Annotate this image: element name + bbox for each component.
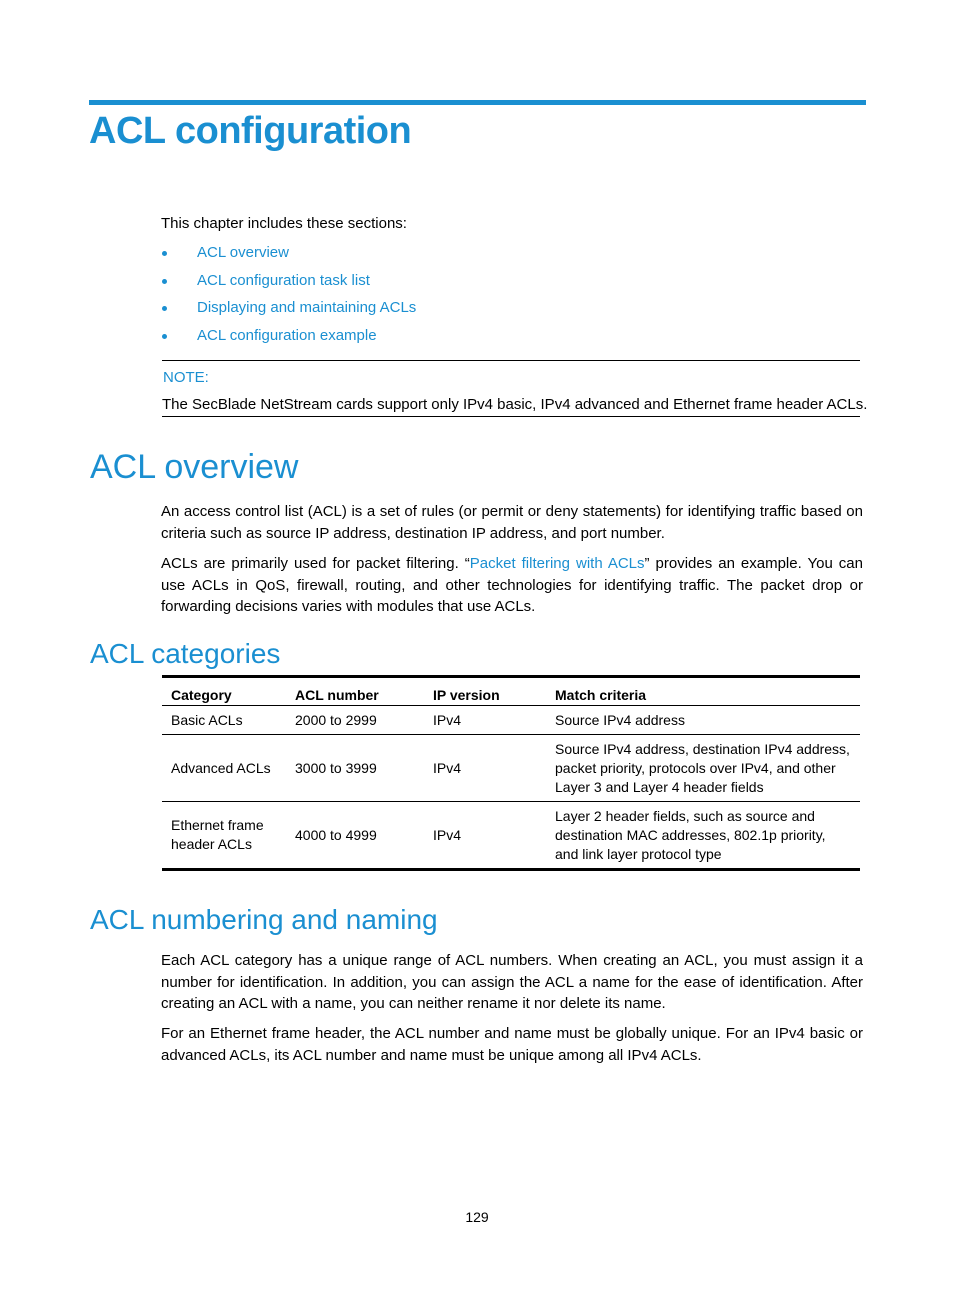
- table-cell: Ethernet frame header ACLs: [171, 817, 264, 852]
- chapter-rule: [89, 100, 866, 105]
- toc-item[interactable]: [161, 298, 416, 326]
- toc-item[interactable]: [161, 326, 416, 354]
- table-row: [162, 735, 860, 802]
- toc-link[interactable]: ACL configuration task list: [197, 271, 370, 289]
- page-number: 129: [465, 1209, 489, 1225]
- intro-text: This chapter includes these sections:: [161, 215, 407, 232]
- toc-item[interactable]: [161, 271, 416, 299]
- toc-link[interactable]: ACL configuration example: [197, 326, 377, 344]
- table-row: [162, 802, 860, 870]
- overview-paragraph-2: [161, 553, 863, 618]
- note-top-rule: [162, 360, 860, 361]
- note-bottom-rule: [162, 416, 860, 417]
- table-cell: 2000 to 2999: [286, 706, 424, 735]
- table-cell: Source IPv4 address: [546, 706, 860, 735]
- numbering-paragraph-1: Each ACL category has a unique range of ACL numbers. When creating an ACL, you must assign it a number for identification. In addition, you can assign the ACL a name for the ease of identification. After creating an ACL with a name, you can neither rename it nor delete its name.: [161, 952, 863, 1012]
- table-cell: Source IPv4 address, destination IPv4 address, packet priority, protocols over IPv4, and other Layer 3 and Layer 4 header fields: [546, 735, 860, 802]
- note-text: The SecBlade NetStream cards support only IPv4 basic, IPv4 advanced and Ethernet frame header ACLs.: [162, 396, 868, 413]
- table-cell: IPv4: [433, 826, 462, 843]
- table-cell: Basic ACLs: [162, 706, 286, 735]
- toc-link[interactable]: Displaying and maintaining ACLs: [197, 299, 417, 316]
- table-cell: 3000 to 3999: [286, 735, 424, 802]
- numbering-paragraph-2: For an Ethernet frame header, the ACL number and name must be globally unique. For an IPv4 basic or advanced ACLs, its ACL number and name must be unique among all IPv4 ACLs.: [161, 1025, 863, 1064]
- numbering-heading: ACL numbering and naming: [90, 904, 438, 935]
- column-header: IP version: [424, 677, 546, 706]
- table-cell: IPv4: [424, 706, 546, 735]
- overview-text: ACLs are primarily used for packet filtering. “: [161, 555, 470, 572]
- table-cell: IPv4: [424, 735, 546, 802]
- toc-link[interactable]: ACL overview: [197, 244, 289, 261]
- column-header: ACL number: [286, 677, 424, 706]
- overview-paragraph-1: An access control list (ACL) is a set of rules (or permit or deny statements) for identifying traffic based on criteria such as source IP address, destination IP address, and port number.: [161, 503, 863, 542]
- table-header-row: [162, 677, 860, 706]
- column-header: Match criteria: [546, 677, 860, 706]
- table-cell: Advanced ACLs: [162, 735, 286, 802]
- table-cell: Layer 2 header fields, such as source and destination MAC addresses, 802.1p priority, and link layer protocol type: [555, 807, 826, 862]
- column-header: Category: [162, 677, 286, 706]
- table-cell: 4000 to 4999: [295, 826, 377, 843]
- chapter-title: ACL configuration: [89, 110, 412, 152]
- table-row: [162, 706, 860, 735]
- acl-categories-table: [162, 675, 860, 871]
- overview-text: ” provides an example. You can use ACLs in QoS, firewall, routing, and other technologies for identifying traffic. The packet drop or forwarding decisions varies with modules that use ACLs.: [161, 555, 863, 615]
- section-list: [161, 243, 416, 353]
- toc-item[interactable]: [161, 243, 416, 271]
- packet-filtering-link[interactable]: Packet filtering with ACLs: [469, 555, 645, 572]
- categories-heading: ACL categories: [90, 638, 281, 669]
- note-label: NOTE:: [163, 369, 209, 386]
- overview-heading: ACL overview: [90, 448, 299, 486]
